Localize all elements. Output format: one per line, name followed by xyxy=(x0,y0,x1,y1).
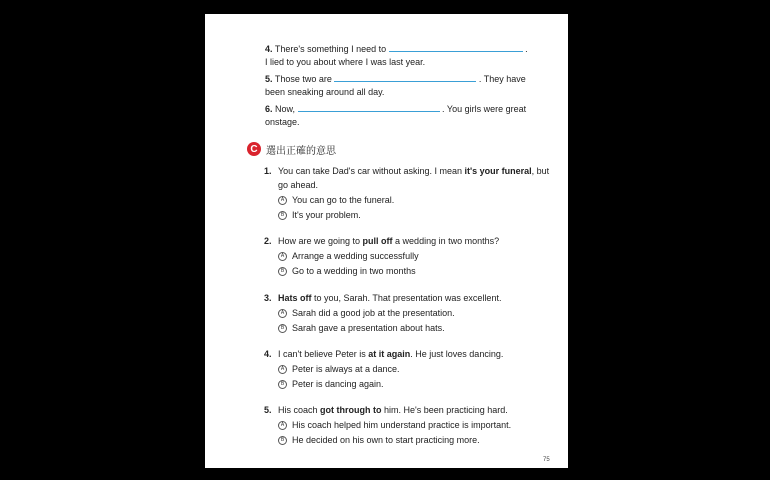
option-text: It's your problem. xyxy=(292,209,361,220)
option-letter-icon: B xyxy=(278,436,287,445)
option-a[interactable] xyxy=(264,250,554,264)
option-letter-icon: A xyxy=(278,365,287,374)
option-letter-icon: B xyxy=(278,380,287,389)
option-a[interactable] xyxy=(264,419,554,433)
item-text-after: . xyxy=(522,44,528,54)
question-text xyxy=(264,404,554,418)
item-text-after: . They have xyxy=(476,74,526,84)
idiom-phrase: got through to xyxy=(320,405,382,415)
question-text-pre: I can't believe Peter is xyxy=(278,349,369,359)
section-c-heading xyxy=(247,141,336,157)
textbook-page xyxy=(205,14,568,468)
section-badge: C xyxy=(247,142,261,156)
question-text-post: , but go ahead. xyxy=(278,166,550,190)
question-number: 2. xyxy=(264,236,272,246)
question-number: 5. xyxy=(264,405,272,415)
idiom-phrase: Hats off xyxy=(278,293,312,303)
question-4 xyxy=(264,348,554,392)
option-a[interactable] xyxy=(264,307,554,321)
idiom-phrase: it's your funeral xyxy=(464,166,532,176)
question-text-pre: How are we going to xyxy=(278,236,363,246)
option-letter-icon: A xyxy=(278,196,287,205)
item-text-before: There's something I need to xyxy=(274,44,389,54)
option-letter-icon: B xyxy=(278,267,287,276)
option-a[interactable] xyxy=(264,194,554,208)
fill-item-4 xyxy=(265,42,535,69)
option-b[interactable] xyxy=(264,209,554,223)
question-1 xyxy=(264,165,554,222)
idiom-phrase: at it again xyxy=(368,349,411,359)
question-number: 1. xyxy=(264,166,272,176)
question-text-post: him. He's been practicing hard. xyxy=(381,405,508,415)
item-text-line2: been sneaking around all day. xyxy=(265,87,385,97)
option-text: You can go to the funeral. xyxy=(292,194,395,205)
item-text-before: Those two are xyxy=(274,74,335,84)
section-title: 選出正確的意思 xyxy=(266,145,336,157)
item-text-line2: I lied to you about where I was last year. xyxy=(265,57,426,67)
question-5 xyxy=(264,404,554,448)
answer-blank[interactable] xyxy=(298,102,440,112)
option-letter-icon: B xyxy=(278,324,287,333)
option-text: Sarah did a good job at the presentation. xyxy=(292,308,455,318)
option-a[interactable] xyxy=(264,363,554,377)
question-number: 3. xyxy=(264,293,272,303)
item-text-before: Now, xyxy=(275,104,298,114)
question-2 xyxy=(264,235,554,279)
question-text-post: to you, Sarah. That presentation was excellent. xyxy=(311,293,502,303)
question-text-post: a wedding in two months? xyxy=(392,236,500,246)
answer-blank[interactable] xyxy=(334,72,476,82)
option-text: Go to a wedding in two months xyxy=(292,266,416,276)
option-b[interactable] xyxy=(264,322,554,336)
question-text-pre: His coach xyxy=(278,405,321,415)
item-text-line2: onstage. xyxy=(265,117,300,127)
option-letter-icon: A xyxy=(278,421,287,430)
option-text: Peter is always at a dance. xyxy=(292,364,400,374)
question-number: 4. xyxy=(264,349,272,359)
option-letter-icon: A xyxy=(278,309,287,318)
option-b[interactable] xyxy=(264,265,554,279)
item-number: 6. xyxy=(265,104,273,114)
page-number: 75 xyxy=(543,457,550,463)
question-text xyxy=(264,348,554,362)
option-letter-icon: A xyxy=(278,252,287,261)
item-number: 4. xyxy=(265,44,273,54)
option-text: He decided on his own to start practicing more. xyxy=(292,435,480,445)
option-text: Peter is dancing again. xyxy=(292,379,384,389)
option-letter-icon: B xyxy=(278,211,287,220)
option-text: His coach helped him understand practice is important. xyxy=(292,420,512,430)
fill-item-6 xyxy=(265,102,535,129)
idiom-phrase: pull off xyxy=(362,236,393,246)
question-text xyxy=(264,165,554,192)
option-text: Arrange a wedding successfully xyxy=(292,251,419,261)
question-text xyxy=(264,292,554,306)
question-text-pre: You can take Dad's car without asking. I mean xyxy=(278,166,465,176)
answer-blank[interactable] xyxy=(389,42,523,52)
item-number: 5. xyxy=(265,74,273,84)
item-text-after: . You girls were great xyxy=(439,104,527,114)
question-text xyxy=(264,235,554,249)
question-text-post: . He just loves dancing. xyxy=(410,349,504,359)
option-text: Sarah gave a presentation about hats. xyxy=(292,323,445,333)
fill-item-5 xyxy=(265,72,535,99)
option-b[interactable] xyxy=(264,378,554,392)
question-3 xyxy=(264,292,554,336)
option-b[interactable] xyxy=(264,434,554,448)
